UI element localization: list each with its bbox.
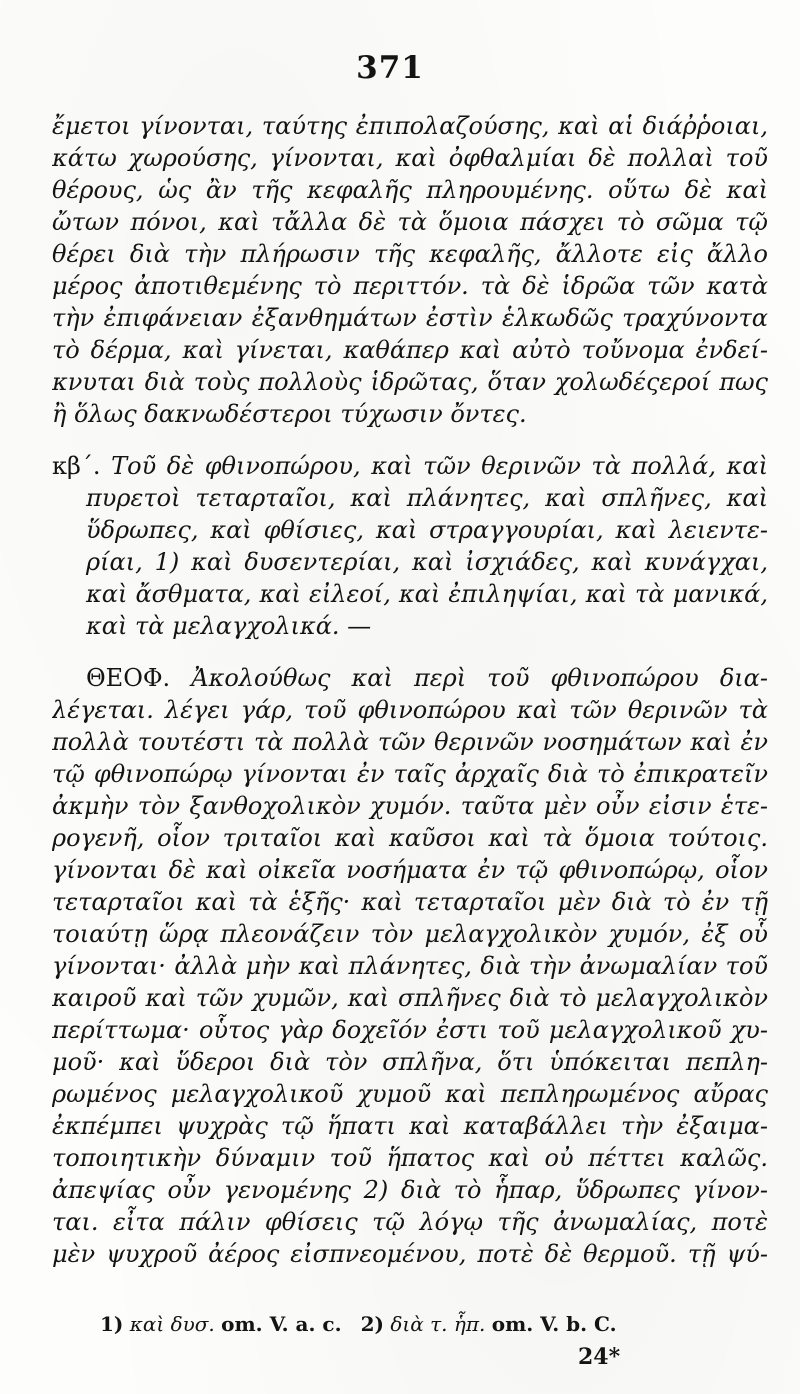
footnote-2-marker: 2) <box>360 1312 385 1336</box>
footnote-1-text: om. V. a. c. <box>221 1312 342 1336</box>
footnote-2-lemma: διὰ τ. ἧπ. <box>390 1312 486 1336</box>
footnotes <box>100 1312 680 1336</box>
text-line: κάτω χωρούσης, γίνονται, καὶ ὀφθαλμίαι δὲ πολλαὶ τοῦ <box>52 144 768 172</box>
text-line: ἢ ὅλως δακνωδέστεροι τύχωσιν ὄντες. <box>52 400 527 428</box>
main-text <box>52 110 768 1270</box>
text-line: ρωμένος μελαγχολικοῦ χυμοῦ καὶ πεπληρωμένος αὔρας <box>52 1080 768 1108</box>
text-line: ρίαι, 1) καὶ δυσεντερίαι, καὶ ἰσχιάδες, καὶ κυνάγχαι, <box>86 548 768 576</box>
text-line: καὶ ἄσθματα, καὶ εἰλεοί, καὶ ἐπιληψίαι, καὶ τὰ μανικά, <box>86 580 768 608</box>
commentary-label: ΘΕΟΦ. <box>86 664 171 692</box>
paragraph-continuation <box>52 110 768 430</box>
text-line: καὶ τὰ μελαγχολικά. — <box>86 612 372 640</box>
text-line: γίνονται δὲ καὶ οἰκεῖα νοσήματα ἐν τῷ φθινοπώρῳ, οἷον <box>52 856 768 884</box>
page-number: 371 <box>356 50 424 86</box>
text-line: γίνονται· ἀλλὰ μὴν καὶ πλάνητες, διὰ τὴν ἀνωμαλίαν τοῦ <box>52 952 768 980</box>
commentary-text: Ἀκολούθως καὶ περὶ τοῦ φθινοπώρου δια- <box>191 664 768 692</box>
text-line: τοιαύτῃ ὥρᾳ πλεονάζειν τὸν μελαγχολικὸν χυμόν, ἐξ οὗ <box>52 920 768 948</box>
text-line <box>52 450 768 482</box>
text-line: ὕδρωπες, καὶ φθίσιες, καὶ στραγγουρίαι, καὶ λειεντε- <box>86 516 768 544</box>
text-line: τεταρταῖοι καὶ τὰ ἑξῆς· καὶ τεταρταῖοι μὲν διὰ τὸ ἐν τῇ <box>52 888 768 916</box>
text-line: ἀπεψίας οὖν γενομένης 2) διὰ τὸ ἧπαρ, ὕδρωπες γίνον- <box>52 1176 768 1204</box>
footnote-2-text: om. V. b. C. <box>491 1312 617 1336</box>
commentary-section <box>52 662 768 1270</box>
text-line: τοποιητικὴν δύναμιν τοῦ ἥπατος καὶ οὐ πέττει καλῶς. <box>52 1144 768 1172</box>
text-line: κνυται διὰ τοὺς πολλοὺς ἱδρῶτας, ὅταν χολωδέςεροί πως <box>52 368 768 396</box>
text-line: θέρους, ὡς ἂν τῆς κεφαλῆς πληρουμένης. οὕτω δὲ καὶ <box>52 176 768 204</box>
text-line: λέγεται. λέγει γάρ, τοῦ φθινοπώρου καὶ τῶν θερινῶν τὰ <box>52 696 768 724</box>
text-line: ἐκπέμπει ψυχρὰς τῷ ἥπατι καὶ καταβάλλει τὴν ἐξαιμα- <box>52 1112 768 1140</box>
footnote-1-marker: 1) <box>100 1312 124 1336</box>
aphorism-section <box>52 450 768 642</box>
section-text: Τοῦ δὲ φθινοπώρου, καὶ τῶν θερινῶν τὰ πολλά, καὶ <box>111 452 768 480</box>
text-line: τὴν ἐπιφάνειαν ἐξανθημάτων ἐστὶν ἑλκωδῶς τραχύνοντα <box>52 304 768 332</box>
text-line: μὲν ψυχροῦ ἀέρος εἰσπνεομένου, ποτὲ δὲ θερμοῦ. τῇ ψύ- <box>52 1240 768 1268</box>
text-line: τῷ φθινοπώρῳ γίνονται ἐν ταῖς ἀρχαῖς διὰ τὸ ἐπικρατεῖν <box>52 760 768 788</box>
text-line: ται. εἶτα πάλιν φθίσεις τῷ λόγῳ τῆς ἀνωμαλίας, ποτὲ <box>52 1208 768 1236</box>
text-line: ρογενῆ, οἷον τριταῖοι καὶ καῦσοι καὶ τὰ ὅμοια τούτοις. <box>52 824 768 852</box>
signature-mark: 24* <box>578 1344 621 1370</box>
text-line: μοῦ· καὶ ὕδεροι διὰ τὸν σπλῆνα, ὅτι ὑπόκειται πεπλη- <box>52 1048 768 1076</box>
text-line: μέρος ἀποτιθεμένης τὸ περιττόν. τὰ δὲ ἱδρῶα τῶν κατὰ <box>52 272 768 300</box>
text-line: ἔμετοι γίνονται, ταύτης ἐπιπολαζούσης, καὶ αἱ διάῤῥοιαι, <box>52 112 768 140</box>
text-line: περίττωμα· οὗτος γὰρ δοχεῖόν ἐστι τοῦ μελαγχολικοῦ χυ- <box>52 1016 768 1044</box>
footnote-1-lemma: καὶ δυσ. <box>129 1312 215 1336</box>
text-line: πολλὰ τουτέστι τὰ πολλὰ τῶν θερινῶν νοσημάτων καὶ ἐν <box>52 728 768 756</box>
text-line: τὸ δέρμα, καὶ γίνεται, καθάπερ καὶ αὐτὸ τοὔνομα ἐνδεί- <box>52 336 768 364</box>
section-label: κβ΄. <box>52 452 101 480</box>
text-line: θέρει διὰ τὴν πλήρωσιν τῆς κεφαλῆς, ἄλλοτε εἰς ἄλλο <box>52 240 768 268</box>
text-line: πυρετοὶ τεταρταῖοι, καὶ πλάνητες, καὶ σπλῆνες, καὶ <box>86 484 768 512</box>
text-line: ἀκμὴν τὸν ξανθοχολικὸν χυμόν. ταῦτα μὲν οὖν εἰσιν ἑτε- <box>52 792 768 820</box>
text-line: ὤτων πόνοι, καὶ τἄλλα δὲ τὰ ὅμοια πάσχει τὸ σῶμα τῷ <box>52 208 768 236</box>
text-line: καιροῦ καὶ τῶν χυμῶν, καὶ σπλῆνες διὰ τὸ μελαγχολικὸν <box>52 984 768 1012</box>
text-line <box>52 662 768 694</box>
